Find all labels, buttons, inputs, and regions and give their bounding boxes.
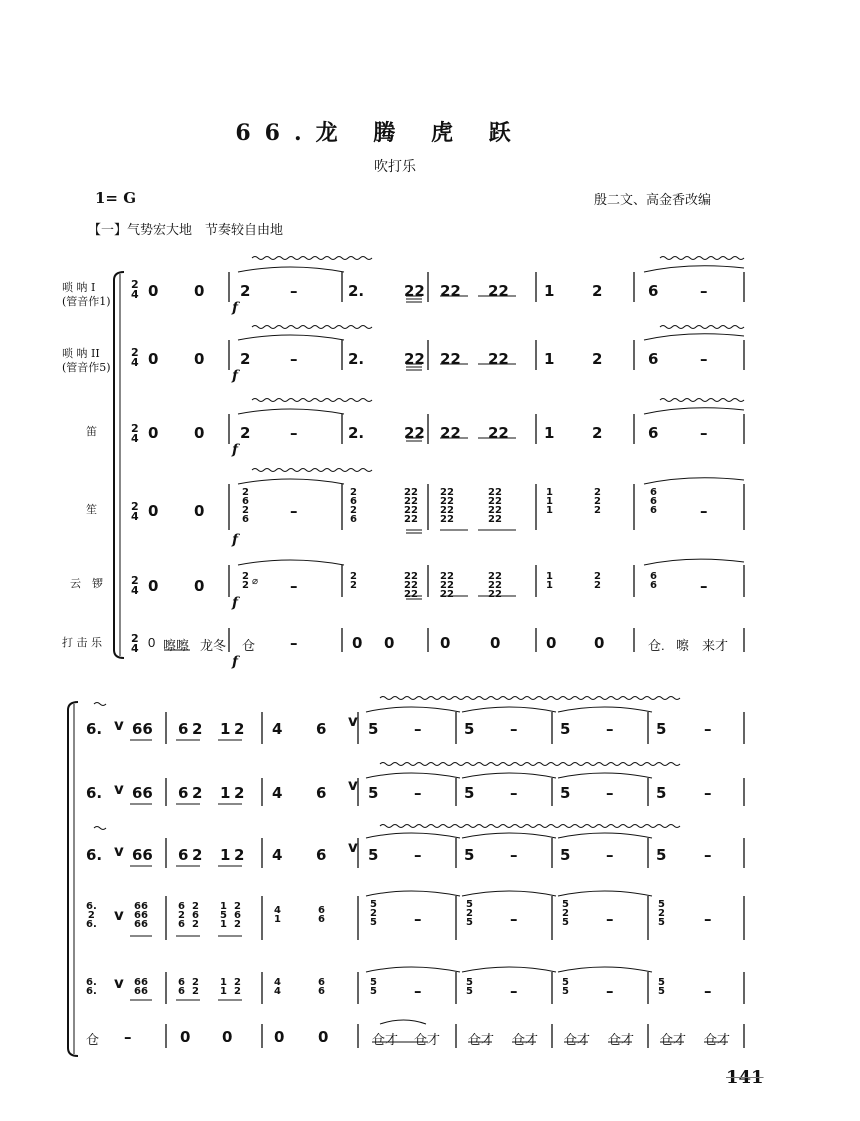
note: 2 bbox=[234, 784, 245, 802]
dash: – bbox=[124, 1028, 132, 1046]
chord: 22 22 22 bbox=[488, 571, 502, 600]
chord: 6. 6. bbox=[86, 977, 97, 997]
note: 4 bbox=[272, 784, 283, 802]
dash: – bbox=[290, 502, 298, 520]
dash: – bbox=[510, 910, 518, 928]
breath-mark: v bbox=[348, 776, 358, 794]
breath-mark: v bbox=[114, 780, 124, 798]
chord: 2 6 2 bbox=[192, 901, 199, 930]
percussion-syllable: 龙冬 bbox=[200, 638, 227, 653]
percussion-syllable: 仓. bbox=[648, 638, 665, 653]
dash: – bbox=[414, 784, 422, 802]
note: 6. bbox=[86, 720, 103, 738]
instrument-label-sheng: 笙 bbox=[86, 503, 97, 516]
note: 1 bbox=[220, 720, 231, 738]
percussion-syllable: 来才 bbox=[702, 638, 729, 653]
note: 5 bbox=[464, 846, 475, 864]
dash: – bbox=[606, 910, 614, 928]
note: 6 bbox=[648, 424, 659, 442]
dash: – bbox=[700, 424, 708, 442]
note: 2 bbox=[192, 784, 203, 802]
dash: – bbox=[510, 982, 518, 1000]
dynamic-forte: f bbox=[232, 368, 239, 384]
note: 2 bbox=[592, 424, 603, 442]
rest: 0 bbox=[594, 634, 605, 652]
dash: – bbox=[606, 982, 614, 1000]
percussion-syllable: 仓才 bbox=[704, 1032, 731, 1047]
note: 6. bbox=[86, 784, 103, 802]
time-signature: 2 4 bbox=[131, 632, 139, 655]
rest: 0 bbox=[490, 634, 501, 652]
time-signature: 2 4 bbox=[131, 278, 139, 301]
instrument-label-dizi: 笛 bbox=[86, 425, 97, 438]
note: 66 bbox=[132, 784, 153, 802]
chord: 2 2 bbox=[242, 571, 249, 591]
chord: 66 66 66 bbox=[134, 901, 148, 930]
chord: 1 1 bbox=[546, 571, 553, 591]
chord: 2 6 2 6 bbox=[350, 487, 357, 525]
note: 2 bbox=[192, 720, 203, 738]
dynamic-forte: f bbox=[232, 300, 239, 316]
dash: – bbox=[414, 910, 422, 928]
chord: 4 4 bbox=[274, 977, 281, 997]
note: 5 bbox=[464, 720, 475, 738]
dash: – bbox=[414, 846, 422, 864]
instrument-label-yunluo: 云 锣 bbox=[70, 577, 103, 590]
dash: – bbox=[414, 720, 422, 738]
note: 2. bbox=[348, 282, 365, 300]
time-signature: 2 4 bbox=[131, 422, 139, 445]
chord: 1 1 1 bbox=[546, 487, 553, 516]
dynamic-forte: f bbox=[232, 654, 239, 670]
note: 2 bbox=[234, 846, 245, 864]
dash: – bbox=[704, 846, 712, 864]
note: 1 bbox=[544, 424, 555, 442]
note: 6. bbox=[86, 846, 103, 864]
dynamic-forte: f bbox=[232, 442, 239, 458]
rest: 0 bbox=[194, 350, 205, 368]
dash: – bbox=[510, 720, 518, 738]
rest: 0 bbox=[384, 634, 395, 652]
note: 2 bbox=[234, 720, 245, 738]
note: 6 bbox=[316, 720, 327, 738]
note: 5 bbox=[656, 846, 667, 864]
chord: 6 6 bbox=[318, 977, 325, 997]
rest: 0 bbox=[352, 634, 363, 652]
chord: 22 22 22 bbox=[404, 571, 418, 600]
rest: 0 bbox=[546, 634, 557, 652]
tempo-marking: 【一】气势宏大地 节奏较自由地 bbox=[88, 223, 284, 238]
note: 2. bbox=[348, 424, 365, 442]
breath-mark: v bbox=[348, 712, 358, 730]
note: 5 bbox=[368, 846, 379, 864]
chord: 2 2 bbox=[594, 571, 601, 591]
breath-mark: v bbox=[114, 974, 124, 992]
percussion-syllable: 嚓嚓 bbox=[163, 638, 190, 653]
dash: – bbox=[704, 982, 712, 1000]
page-number: 141 bbox=[726, 1067, 764, 1088]
note: 66 bbox=[132, 720, 153, 738]
dash: – bbox=[606, 784, 614, 802]
percussion-syllable: 0 bbox=[148, 635, 156, 650]
note: 22 bbox=[488, 350, 509, 368]
note: 22 bbox=[440, 424, 461, 442]
note: 5 bbox=[560, 784, 571, 802]
chord: 5 2 5 bbox=[562, 899, 569, 928]
chord: 22 22 22 bbox=[440, 571, 454, 600]
instrument-label-percussion: 打 击 乐 bbox=[62, 636, 102, 649]
note: 5 bbox=[464, 784, 475, 802]
chord: 22 22 22 22 bbox=[404, 487, 418, 525]
rest: 0 bbox=[194, 282, 205, 300]
note: 2 bbox=[240, 350, 251, 368]
dash: – bbox=[606, 720, 614, 738]
note: 22 bbox=[440, 282, 461, 300]
dash: – bbox=[510, 784, 518, 802]
note: 2 bbox=[592, 282, 603, 300]
note: 6 bbox=[316, 784, 327, 802]
chord: 2 6 2 6 bbox=[242, 487, 249, 525]
ornament-icon: ⌀ bbox=[252, 576, 259, 587]
chord: 4 1 bbox=[274, 905, 281, 925]
rest: 0 bbox=[148, 282, 159, 300]
percussion-syllable: 仓才 bbox=[468, 1032, 495, 1047]
dash: – bbox=[700, 502, 708, 520]
rest: 0 bbox=[318, 1028, 329, 1046]
note: 4 bbox=[272, 720, 283, 738]
instrument-label-suona-1: 唢 呐 I (管音作1) bbox=[62, 281, 111, 308]
rest: 0 bbox=[194, 502, 205, 520]
chord: 1 5 1 bbox=[220, 901, 227, 930]
dash: – bbox=[700, 577, 708, 595]
note: 2 bbox=[592, 350, 603, 368]
note: 5 bbox=[368, 784, 379, 802]
chord: 6 6 bbox=[318, 905, 325, 925]
chord: 22 22 22 22 bbox=[488, 487, 502, 525]
dash: – bbox=[700, 350, 708, 368]
percussion-syllable: 仓才 bbox=[414, 1032, 441, 1047]
instrument-label-suona-2: 唢 呐 II (管音作5) bbox=[62, 347, 111, 374]
chord: 1 1 bbox=[220, 977, 227, 997]
dash: – bbox=[606, 846, 614, 864]
chord: 6 6 bbox=[650, 571, 657, 591]
dash: – bbox=[290, 282, 298, 300]
note: 5 bbox=[656, 784, 667, 802]
note: 4 bbox=[272, 846, 283, 864]
breath-mark: v bbox=[114, 906, 124, 924]
note: 6 bbox=[648, 282, 659, 300]
percussion-syllable: 仓才 bbox=[512, 1032, 539, 1047]
chord: 5 2 5 bbox=[370, 899, 377, 928]
dash: – bbox=[700, 282, 708, 300]
percussion-syllable: 仓才 bbox=[564, 1032, 591, 1047]
note: 22 bbox=[404, 350, 425, 368]
chord: 5 5 bbox=[562, 977, 569, 997]
note: 22 bbox=[488, 424, 509, 442]
breath-mark: v bbox=[348, 838, 358, 856]
note: 66 bbox=[132, 846, 153, 864]
dash: – bbox=[510, 846, 518, 864]
note: 6 bbox=[178, 784, 189, 802]
note: 5 bbox=[560, 720, 571, 738]
note: 22 bbox=[404, 424, 425, 442]
chord: 66 66 bbox=[134, 977, 148, 997]
rest: 0 bbox=[148, 424, 159, 442]
note: 2 bbox=[240, 282, 251, 300]
chord: 5 5 bbox=[370, 977, 377, 997]
rest: 0 bbox=[180, 1028, 191, 1046]
rest: 0 bbox=[148, 577, 159, 595]
percussion-syllable: 仓才 bbox=[372, 1032, 399, 1047]
breath-mark: v bbox=[114, 716, 124, 734]
dynamic-forte: f bbox=[232, 595, 239, 611]
note: 2 bbox=[192, 846, 203, 864]
percussion-syllable: 仓才 bbox=[660, 1032, 687, 1047]
chord: 6 6 bbox=[178, 977, 185, 997]
dash: – bbox=[290, 424, 298, 442]
dash: – bbox=[290, 577, 298, 595]
note: 6 bbox=[648, 350, 659, 368]
chord: 6 6 6 bbox=[650, 487, 657, 516]
dash: – bbox=[290, 634, 298, 652]
rest: 0 bbox=[194, 577, 205, 595]
note: 2 bbox=[240, 424, 251, 442]
note: 22 bbox=[404, 282, 425, 300]
rest: 0 bbox=[148, 350, 159, 368]
chord: 2 2 bbox=[192, 977, 199, 997]
note: 2. bbox=[348, 350, 365, 368]
note: 22 bbox=[488, 282, 509, 300]
percussion-syllable: 仓 bbox=[86, 1032, 100, 1047]
chord: 2 6 2 bbox=[234, 901, 241, 930]
note: 6 bbox=[178, 720, 189, 738]
rest: 0 bbox=[274, 1028, 285, 1046]
rest: 0 bbox=[440, 634, 451, 652]
dash: – bbox=[290, 350, 298, 368]
note: 6 bbox=[316, 846, 327, 864]
key-signature: 1= G bbox=[95, 189, 137, 207]
note: 5 bbox=[560, 846, 571, 864]
rest: 0 bbox=[194, 424, 205, 442]
dash: – bbox=[704, 784, 712, 802]
note: 5 bbox=[368, 720, 379, 738]
chord: 2 2 bbox=[234, 977, 241, 997]
dash: – bbox=[414, 982, 422, 1000]
rest: 0 bbox=[222, 1028, 233, 1046]
chord: 2 2 2 bbox=[594, 487, 601, 516]
chord: 5 5 bbox=[658, 977, 665, 997]
chord: 2 2 bbox=[350, 571, 357, 591]
chord: 5 5 bbox=[466, 977, 473, 997]
page-title: 66.龙 腾 虎 跃 bbox=[235, 120, 525, 146]
note: 1 bbox=[220, 846, 231, 864]
dash: – bbox=[704, 910, 712, 928]
chord: 22 22 22 22 bbox=[440, 487, 454, 525]
dash: – bbox=[704, 720, 712, 738]
chord: 5 2 5 bbox=[658, 899, 665, 928]
chord: 6. 2 6. bbox=[86, 901, 97, 930]
dynamic-forte: f bbox=[232, 532, 239, 548]
chord: 5 2 5 bbox=[466, 899, 473, 928]
rest: 0 bbox=[148, 502, 159, 520]
arranger-credit: 殷二文、高金香改编 bbox=[594, 193, 712, 208]
genre-subtitle: 吹打乐 bbox=[374, 159, 416, 175]
time-signature: 2 4 bbox=[131, 346, 139, 369]
note: 1 bbox=[544, 282, 555, 300]
percussion-syllable: 仓 bbox=[242, 638, 256, 653]
note: 22 bbox=[440, 350, 461, 368]
time-signature: 2 4 bbox=[131, 500, 139, 523]
note: 5 bbox=[656, 720, 667, 738]
breath-mark: v bbox=[114, 842, 124, 860]
chord: 6 2 6 bbox=[178, 901, 185, 930]
percussion-syllable: 仓才 bbox=[608, 1032, 635, 1047]
note: 1 bbox=[544, 350, 555, 368]
time-signature: 2 4 bbox=[131, 574, 139, 597]
note: 6 bbox=[178, 846, 189, 864]
percussion-syllable: 嚓 bbox=[676, 638, 690, 653]
note: 1 bbox=[220, 784, 231, 802]
